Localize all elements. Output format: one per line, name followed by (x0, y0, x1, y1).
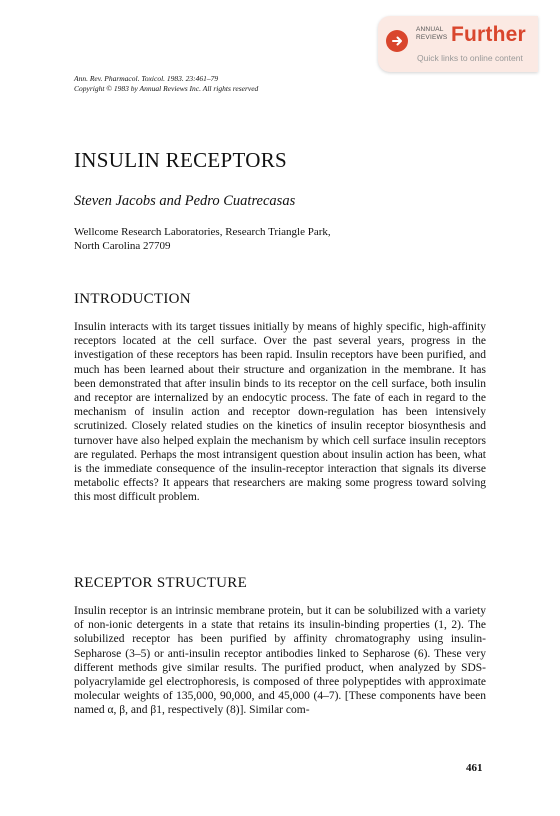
section-heading-introduction: INTRODUCTION (74, 291, 191, 307)
article-title: INSULIN RECEPTORS (74, 148, 287, 172)
badge-subtitle[interactable]: Quick links to online content (417, 53, 523, 63)
badge-further[interactable]: Further (451, 23, 526, 46)
arrow-right-icon (386, 30, 408, 52)
section-heading-receptor-structure: RECEPTOR STRUCTURE (74, 575, 248, 591)
badge-reviews: REVIEWS (416, 33, 448, 41)
authors: Steven Jacobs and Pedro Cuatrecasas (74, 193, 296, 209)
citation-line-1: Ann. Rev. Pharmacol. Toxicol. 1983. 23:461–79 (74, 74, 219, 83)
further-badge[interactable] (378, 16, 538, 72)
paragraph-receptor-structure: Insulin receptor is an intrinsic membrane protein, but it can be solubilized with a variety of non-ionic detergents in a state that retains its insulin-binding properties (1, 2). The solubilized receptor has been purified by affinity chromatography using insulin-Sepharose (3–5) or anti-insulin receptor antibodies linked to Sepharose (6). These very different methods give similar results. The purified product, when analyzed by SDS-polyacrylamide gel electrophoresis, is composed of three polypeptides with approximate molecular weights of 135,000, 90,000, and 45,000 (4–7). [These components have been named α, β, and β1, respectively (8)]. Similar com- (74, 605, 486, 717)
badge-annual: ANNUAL (416, 26, 444, 33)
affiliation (74, 225, 331, 253)
page-number: 461 (466, 762, 483, 774)
affiliation-line-1: Wellcome Research Laboratories, Research Triangle Park, (74, 226, 331, 238)
citation-line-2: Copyright © 1983 by Annual Reviews Inc. All rights reserved (74, 84, 259, 93)
annual-reviews-logo (416, 26, 447, 41)
paragraph-introduction: Insulin interacts with its target tissues initially by means of highly specific, high-affinity receptors located at the cell surface. Over the past several years, progress in the investigation of these receptors has been rapid. Insulin receptors have been purified, and much has been learned about their structure and organization in the membrane. It has been demonstrated that after insulin binds to its receptor on the cell surface, both insulin and receptor are internalized by an endocytic process. The fate of each in regard to the mechanism of insulin action and receptor down-regulation has been intensively scrutinized. Closely related studies on the kinetics of insulin receptor biosynthesis and turnover have also helped explain the mechanism by which cell surface insulin receptors are regulated. Perhaps the most intransigent question about insulin action has been, what is the immediate consequence of the insulin-receptor interaction that signals its diverse metabolic effects? It appears that researchers are making some progress toward solving this most difficult problem. (74, 321, 486, 504)
affiliation-line-2: North Carolina 27709 (74, 240, 171, 252)
citation (74, 74, 258, 94)
